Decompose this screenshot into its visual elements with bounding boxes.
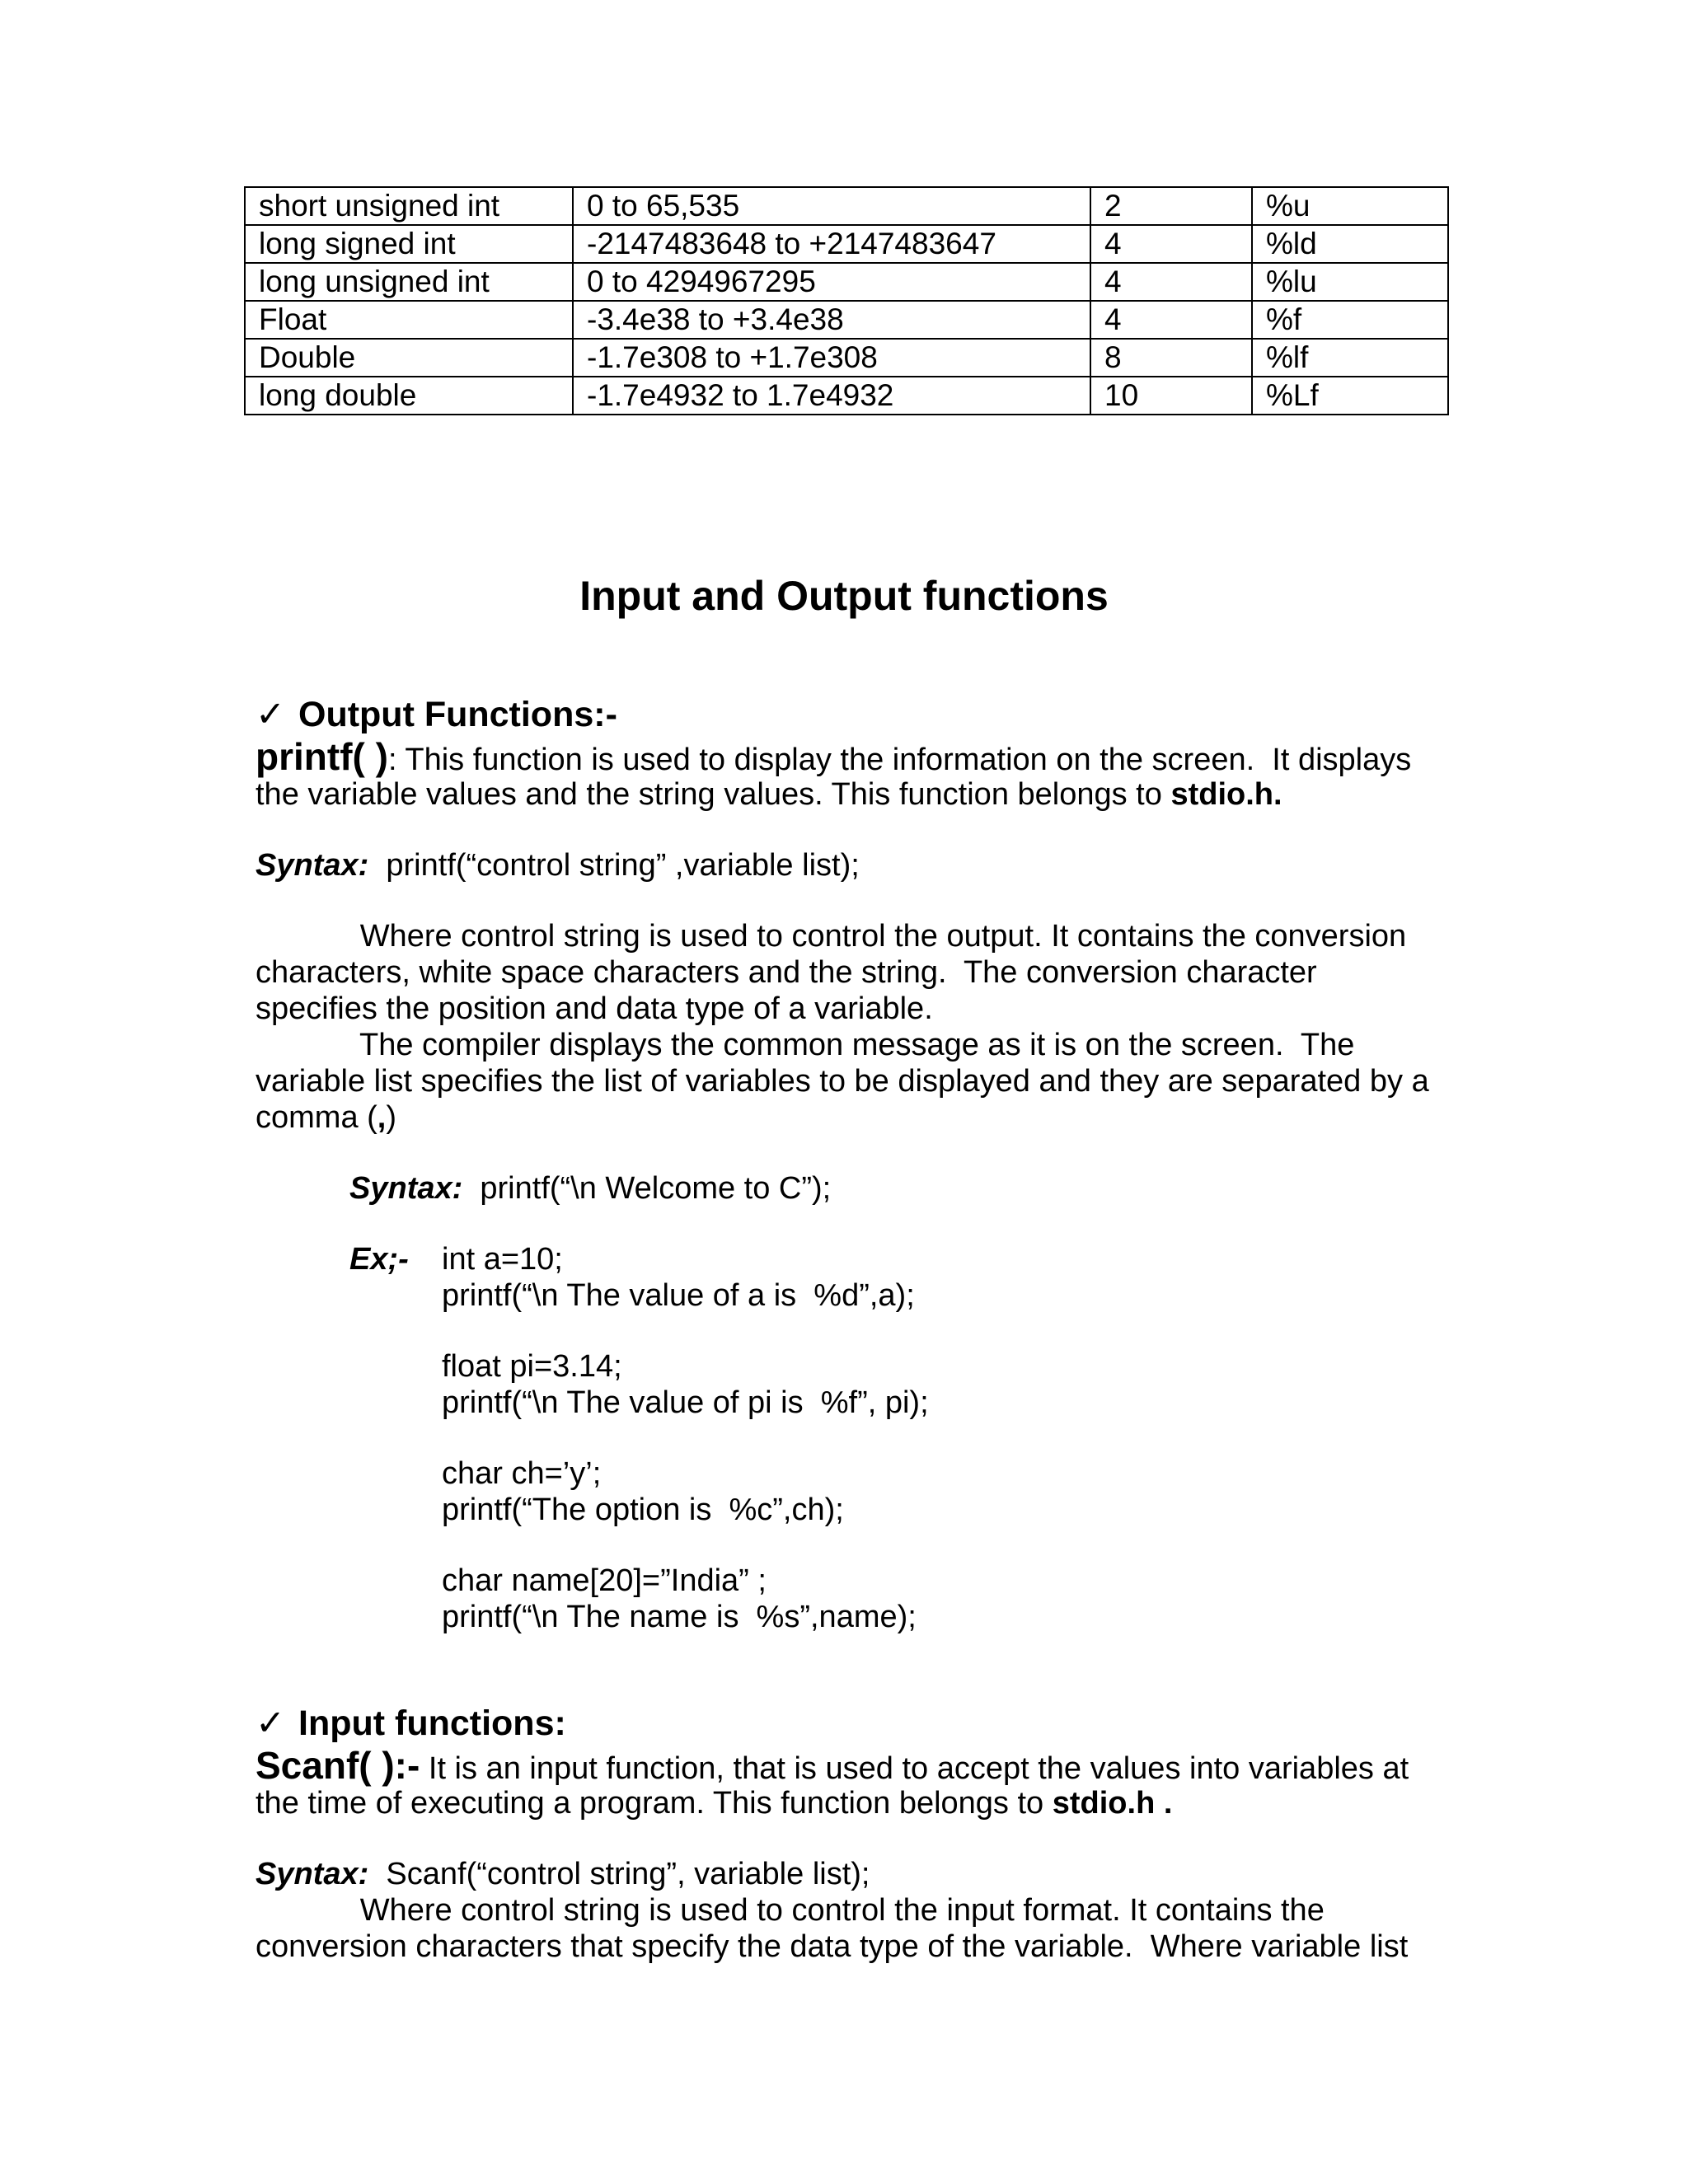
printf-desc-2: the variable values and the string values. This function belongs to: [256, 777, 1171, 812]
stdio-header-2: stdio.h .: [1052, 1786, 1173, 1821]
code-line-1: int a=10;: [442, 1242, 563, 1277]
table-cell: 4: [1090, 263, 1252, 301]
syntax2-label: Syntax:: [349, 1171, 463, 1206]
printf-syntax: [256, 847, 860, 883]
data-type-table: [244, 186, 1449, 415]
syntax2-text: printf(“\n Welcome to C”);: [462, 1171, 832, 1206]
table-cell: 2: [1090, 187, 1252, 225]
table-cell: 0 to 65,535: [573, 187, 1090, 225]
table-cell: -2147483648 to +2147483647: [573, 225, 1090, 263]
table-cell: Float: [245, 301, 573, 339]
syntax-label: Syntax:: [256, 848, 369, 883]
para2-line-3: [256, 1099, 396, 1136]
table-cell: %lu: [1252, 263, 1448, 301]
example-label: Ex;-: [349, 1242, 409, 1277]
printf-name: printf( ): [256, 735, 388, 778]
table-cell: 10: [1090, 377, 1252, 415]
code-line-4: float pi=3.14;: [442, 1349, 622, 1384]
printf-desc-1: This function is used to display the information on the screen. It displays: [396, 743, 1412, 777]
para2-line-1: The compiler displays the common message as it is on the screen. The: [256, 1028, 1355, 1062]
scanf-name: Scanf( ):-: [256, 1744, 420, 1787]
para1-line-2: characters, white space characters and the string. The conversion character: [256, 955, 1317, 990]
syntax-text: printf(“control string” ,variable list);: [368, 848, 860, 883]
input-title-text: Input functions:: [298, 1704, 566, 1743]
scanf-syntax-text: Scanf(“control string”, variable list);: [368, 1857, 870, 1891]
para1-line-1: Where control string is used to control the output. It contains the conversion: [256, 919, 1407, 954]
code-line-8: printf(“The option is %c”,ch);: [442, 1493, 844, 1527]
comma-symbol: ,: [377, 1100, 387, 1135]
table-cell: -1.7e4932 to 1.7e4932: [573, 377, 1090, 415]
table-row: [245, 301, 1448, 339]
table-cell: 0 to 4294967295: [573, 263, 1090, 301]
scanf-para-line-1: Where control string is used to control the input format. It contains the: [256, 1893, 1325, 1928]
scanf-desc-1: It is an input function, that is used to accept the values into variables at: [420, 1751, 1409, 1786]
printf-line-2: [256, 776, 1282, 813]
table-cell: %f: [1252, 301, 1448, 339]
table-row: [245, 339, 1448, 377]
page-heading: Input and Output functions: [579, 573, 1109, 619]
printf-syntax-example: [349, 1170, 831, 1207]
comma-text: comma (: [256, 1100, 377, 1135]
scanf-line-1: [256, 1744, 1409, 1787]
table-cell: 4: [1090, 225, 1252, 263]
table-cell: %ld: [1252, 225, 1448, 263]
table-cell: long double: [245, 377, 573, 415]
comma-close: ): [386, 1100, 397, 1135]
check-icon: ✓: [256, 1704, 286, 1743]
para2-line-2: variable list specifies the list of variables to be displayed and they are separated by a: [256, 1064, 1429, 1099]
scanf-syntax: [256, 1856, 870, 1892]
code-line-10: char name[20]=”India” ;: [442, 1563, 767, 1598]
table-cell: 4: [1090, 301, 1252, 339]
table-cell: long signed int: [245, 225, 573, 263]
para1-line-3: specifies the position and data type of a variable.: [256, 991, 933, 1026]
code-line-7: char ch=’y’;: [442, 1456, 602, 1491]
scanf-syntax-label: Syntax:: [256, 1857, 369, 1891]
table-cell: %Lf: [1252, 377, 1448, 415]
stdio-header: stdio.h.: [1170, 777, 1282, 812]
scanf-desc-2: the time of executing a program. This function belongs to: [256, 1786, 1053, 1821]
scanf-para-line-2: conversion characters that specify the data type of the variable. Where variable list: [256, 1929, 1409, 1964]
code-line-5: printf(“\n The value of pi is %f”, pi);: [442, 1385, 929, 1420]
table-row: [245, 225, 1448, 263]
output-title-text: Output Functions:-: [298, 695, 617, 734]
table-row: [245, 263, 1448, 301]
table-cell: Double: [245, 339, 573, 377]
printf-line-1: [256, 735, 1412, 778]
output-section-title: [256, 694, 617, 735]
table-cell: long unsigned int: [245, 263, 573, 301]
table-row: [245, 187, 1448, 225]
scanf-line-2: [256, 1785, 1172, 1821]
table-cell: %lf: [1252, 339, 1448, 377]
code-line-11: printf(“\n The name is %s”,name);: [442, 1600, 917, 1634]
printf-colon: :: [387, 743, 397, 777]
table-cell: -3.4e38 to +3.4e38: [573, 301, 1090, 339]
table-cell: -1.7e308 to +1.7e308: [573, 339, 1090, 377]
code-line-2: printf(“\n The value of a is %d”,a);: [442, 1278, 915, 1313]
check-icon: ✓: [256, 695, 286, 734]
table-row: [245, 377, 1448, 415]
input-section-title: [256, 1703, 566, 1744]
table-cell: %u: [1252, 187, 1448, 225]
table-cell: 8: [1090, 339, 1252, 377]
table-cell: short unsigned int: [245, 187, 573, 225]
